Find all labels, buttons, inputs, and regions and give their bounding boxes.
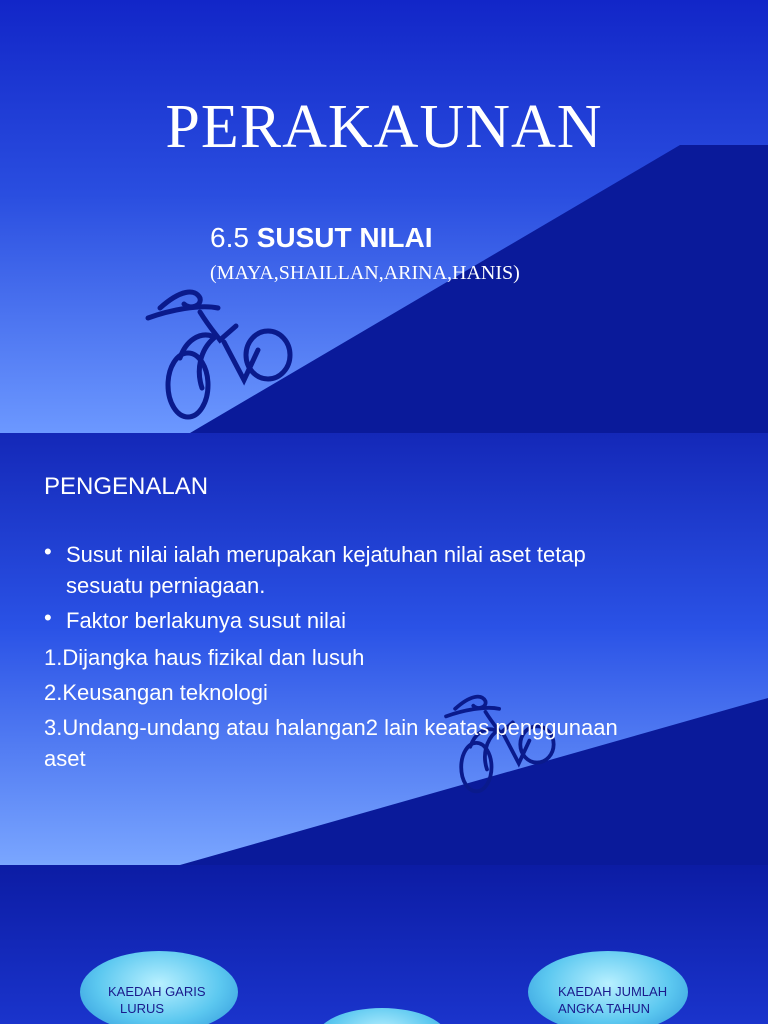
list-item-3-cont: aset <box>44 746 86 771</box>
method-label-left-line1: KAEDAH GARIS <box>108 984 206 999</box>
section-title <box>210 222 433 254</box>
section-name: SUSUT NILAI <box>256 222 433 253</box>
dark-wedge-shape <box>0 0 768 433</box>
slide-introduction <box>0 433 768 865</box>
slide-methods <box>0 865 768 1024</box>
slide-heading: PENGENALAN <box>44 473 209 500</box>
method-label-right-line1: KAEDAH JUMLAH <box>558 984 668 999</box>
list-item-1: 1.Dijangka haus fizikal dan lusuh <box>44 645 365 670</box>
list-item-2: 2.Keusangan teknologi <box>44 680 268 705</box>
method-label-left-line2: LURUS <box>120 1001 165 1016</box>
bullet-text-1: Susut nilai ialah merupakan kejatuhan nilai aset tetap <box>66 542 586 567</box>
slide-title <box>0 0 768 433</box>
bullet-icon: • <box>44 539 52 564</box>
list-item-3: 3.Undang-undang atau halangan2 lain keatas penggunaan <box>44 715 618 740</box>
cyclist-icon <box>140 280 305 425</box>
presentation-title: PERAKAUNAN <box>165 93 603 161</box>
bullet-text-1-cont: sesuatu perniagaan. <box>66 573 266 598</box>
method-ellipse-center <box>316 1008 448 1024</box>
bullet-text-2: Faktor berlakunya susut nilai <box>66 608 347 633</box>
authors-list: (MAYA,SHAILLAN,ARINA,HANIS) <box>210 262 520 284</box>
section-number: 6.5 <box>210 222 249 253</box>
method-label-right-line2: ANGKA TAHUN <box>558 1001 650 1016</box>
bullet-icon: • <box>44 605 52 630</box>
